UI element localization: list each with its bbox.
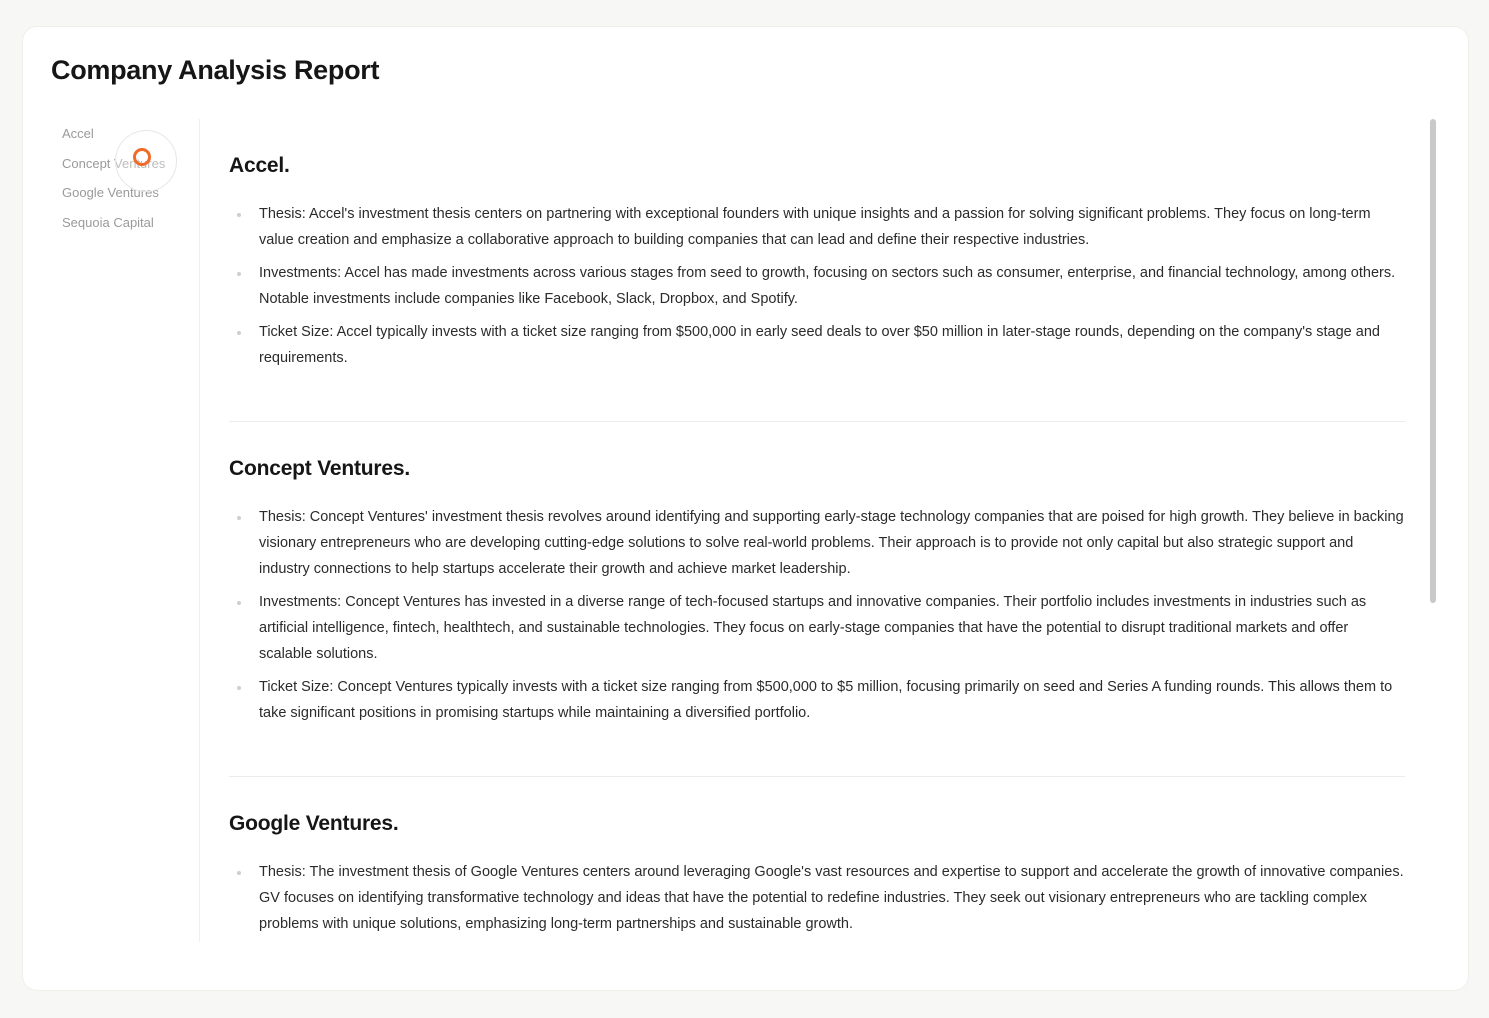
scrollbar-thumb[interactable] [1430, 119, 1436, 603]
bullet-list [229, 859, 1405, 937]
bullet-list [229, 201, 1405, 371]
sidebar-divider [199, 119, 200, 942]
bullet-ticket-size: Ticket Size: Concept Ventures typically invests with a ticket size ranging from $500,000 to $5 million, focusing primarily on seed and Series A funding rounds. This allows them to take significant positions in promising startups while maintaining a diversified portfolio. [229, 674, 1405, 726]
bullet-ticket-size: Ticket Size: Accel typically invests with a ticket size ranging from $500,000 in early seed deals to over $50 million in later-stage rounds, depending on the company's stage and requirements. [229, 319, 1405, 371]
report-content[interactable] [229, 119, 1405, 942]
section-concept-ventures [229, 422, 1405, 777]
section-title: Concept Ventures. [229, 457, 410, 480]
bullet-list [229, 504, 1405, 726]
sidebar-item-sequoia-capital[interactable]: Sequoia Capital [62, 214, 154, 230]
bullet-thesis: Thesis: The investment thesis of Google Ventures centers around leveraging Google's vast resources and expertise to support and accelerate the growth of innovative companies. GV focuses on identifying transformative technology and ideas that have the potential to redefine industries. They seek out visionary entrepreneurs who are tackling complex problems with unique solutions, emphasizing long-term partnerships and sustainable growth. [229, 859, 1405, 937]
page-title: Company Analysis Report [51, 55, 380, 85]
section-google-ventures [229, 777, 1405, 942]
bullet-thesis: Thesis: Concept Ventures' investment thesis revolves around identifying and supporting early-stage technology companies that are poised for high growth. They believe in backing visionary entrepreneurs who are developing cutting-edge solutions to solve real-world problems. Their approach is to provide not only capital but also strategic support and industry connections to help startups accelerate their growth and achieve market leadership. [229, 504, 1405, 582]
report-card [23, 27, 1468, 990]
bullet-thesis: Thesis: Accel's investment thesis centers on partnering with exceptional founders with unique insights and a passion for solving significant problems. They focus on long-term value creation and emphasize a collaborative approach to building companies that can lead and define their respective industries. [229, 201, 1405, 253]
content-scrollbar[interactable] [1429, 119, 1437, 942]
bullet-investments: Investments: Concept Ventures has invested in a diverse range of tech-focused startups and innovative companies. Their portfolio includes investments in industries such as artificial intelligence, fintech, healthtech, and sustainable technologies. They focus on early-stage companies that have the potential to disrupt traditional markets and offer scalable solutions. [229, 589, 1405, 667]
section-title: Accel. [229, 154, 290, 177]
sidebar-item-accel[interactable]: Accel [62, 126, 94, 141]
bullet-investments: Investments: Accel has made investments across various stages from seed to growth, focusing on sectors such as consumer, enterprise, and financial technology, among others. Notable investments include companies like Facebook, Slack, Dropbox, and Spotify. [229, 260, 1405, 312]
sidebar-nav [62, 119, 198, 237]
sidebar-item-concept-ventures[interactable]: Concept Ventures [62, 155, 166, 171]
sidebar-item-google-ventures[interactable]: Google Ventures [62, 185, 159, 200]
section-title: Google Ventures. [229, 812, 399, 835]
section-accel [229, 119, 1405, 422]
